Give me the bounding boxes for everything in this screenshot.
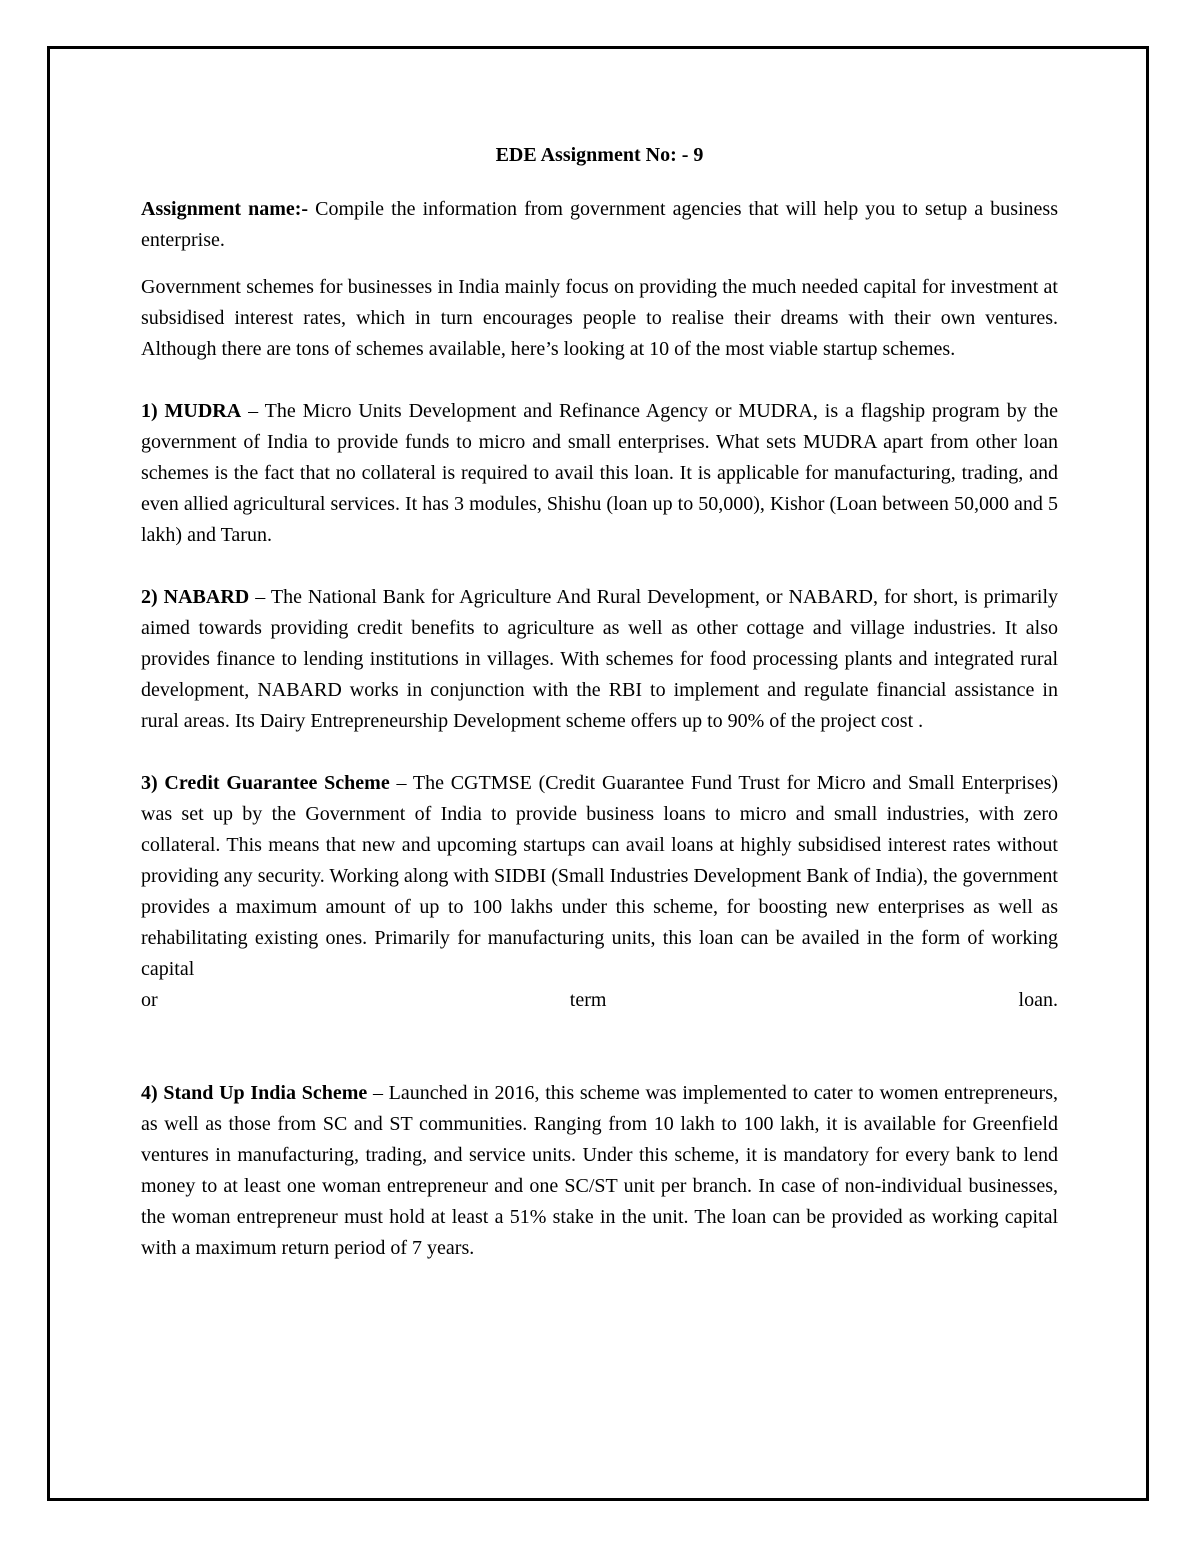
spacer <box>141 551 1058 582</box>
intro-paragraph: Government schemes for businesses in India mainly focus on providing the much needed capital for investment at subsidised interest rates, which in turn encourages people to realise their dreams with their own ventures. Although there are tons of schemes available, here’s looking at 10 of the most viable startup schemes. <box>141 276 1058 360</box>
spacer <box>141 256 1058 272</box>
scheme-text: – The National Bank for Agriculture And Rural Development, or NABARD, for short, is primarily aimed towards providing credit benefits to agriculture as well as other cottage and village industries. It also provides finance to lending institutions in villages. With schemes for food processing plants and integrated rural development, NABARD works in conjunction with the RBI to implement and regulate financial assistance in rural areas. Its Dairy Entrepreneurship Development scheme offers up to 90% of the project cost . <box>141 586 1059 732</box>
assignment-paragraph <box>141 194 1058 256</box>
last-line-word: or <box>141 989 158 1011</box>
scheme-credit-guarantee <box>141 768 1058 985</box>
last-line-word: loan. <box>1018 989 1058 1011</box>
scheme-heading: 3) Credit Guarantee Scheme <box>141 772 390 794</box>
scheme-last-line <box>141 985 1058 1016</box>
scheme-nabard <box>141 582 1058 737</box>
spacer <box>141 1016 1058 1078</box>
scheme-heading: 1) MUDRA <box>141 400 242 422</box>
scheme-stand-up-india <box>141 1078 1058 1264</box>
assignment-text: Compile the information from government agencies that will help you to setup a business enterprise. <box>141 198 1059 251</box>
scheme-text: – The Micro Units Development and Refinance Agency or MUDRA, is a flagship program by the government of India to provide funds to micro and small enterprises. What sets MUDRA apart from other loan schemes is the fact that no collateral is required to avail this loan. It is applicable for manufacturing, trading, and even allied agricultural services. It has 3 modules, Shishu (loan up to 50,000), Kishor (Loan between 50,000 and 5 lakh) and Tarun. <box>141 400 1059 546</box>
document-body <box>141 140 1058 1264</box>
scheme-heading: 4) Stand Up India Scheme <box>141 1082 368 1104</box>
assignment-label: Assignment name:- <box>141 198 309 220</box>
document-title: EDE Assignment No: - 9 <box>495 144 704 166</box>
scheme-mudra <box>141 396 1058 551</box>
scheme-text: – Launched in 2016, this scheme was implemented to cater to women entrepreneurs, as well as those from SC and ST communities. Ranging from 10 lakh to 100 lakh, it is available for Greenfield ventures in manufacturing, trading, and service units. Under this scheme, it is mandatory for every bank to lend money to at least one woman entrepreneur and one SC/ST unit per branch. In case of non-individual businesses, the woman entrepreneur must hold at least a 51% stake in the unit. The loan can be provided as working capital with a maximum return period of 7 years. <box>141 1082 1058 1259</box>
spacer <box>141 737 1058 768</box>
scheme-text: – The CGTMSE (Credit Guarantee Fund Trust for Micro and Small Enterprises) was set up by the Government of India to provide business loans to micro and small industries, with zero collateral. This means that new and upcoming startups can avail loans at highly subsidised interest rates without providing any security. Working along with SIDBI (Small Industries Development Bank of India), the government provides a maximum amount of up to 100 lakhs under this scheme, for boosting new enterprises as well as rehabilitating existing ones. Primarily for manufacturing units, this loan can be availed in the form of working capital <box>141 772 1059 980</box>
scheme-heading: 2) NABARD <box>141 586 250 608</box>
last-line-word: term <box>569 989 607 1011</box>
spacer <box>141 365 1058 396</box>
